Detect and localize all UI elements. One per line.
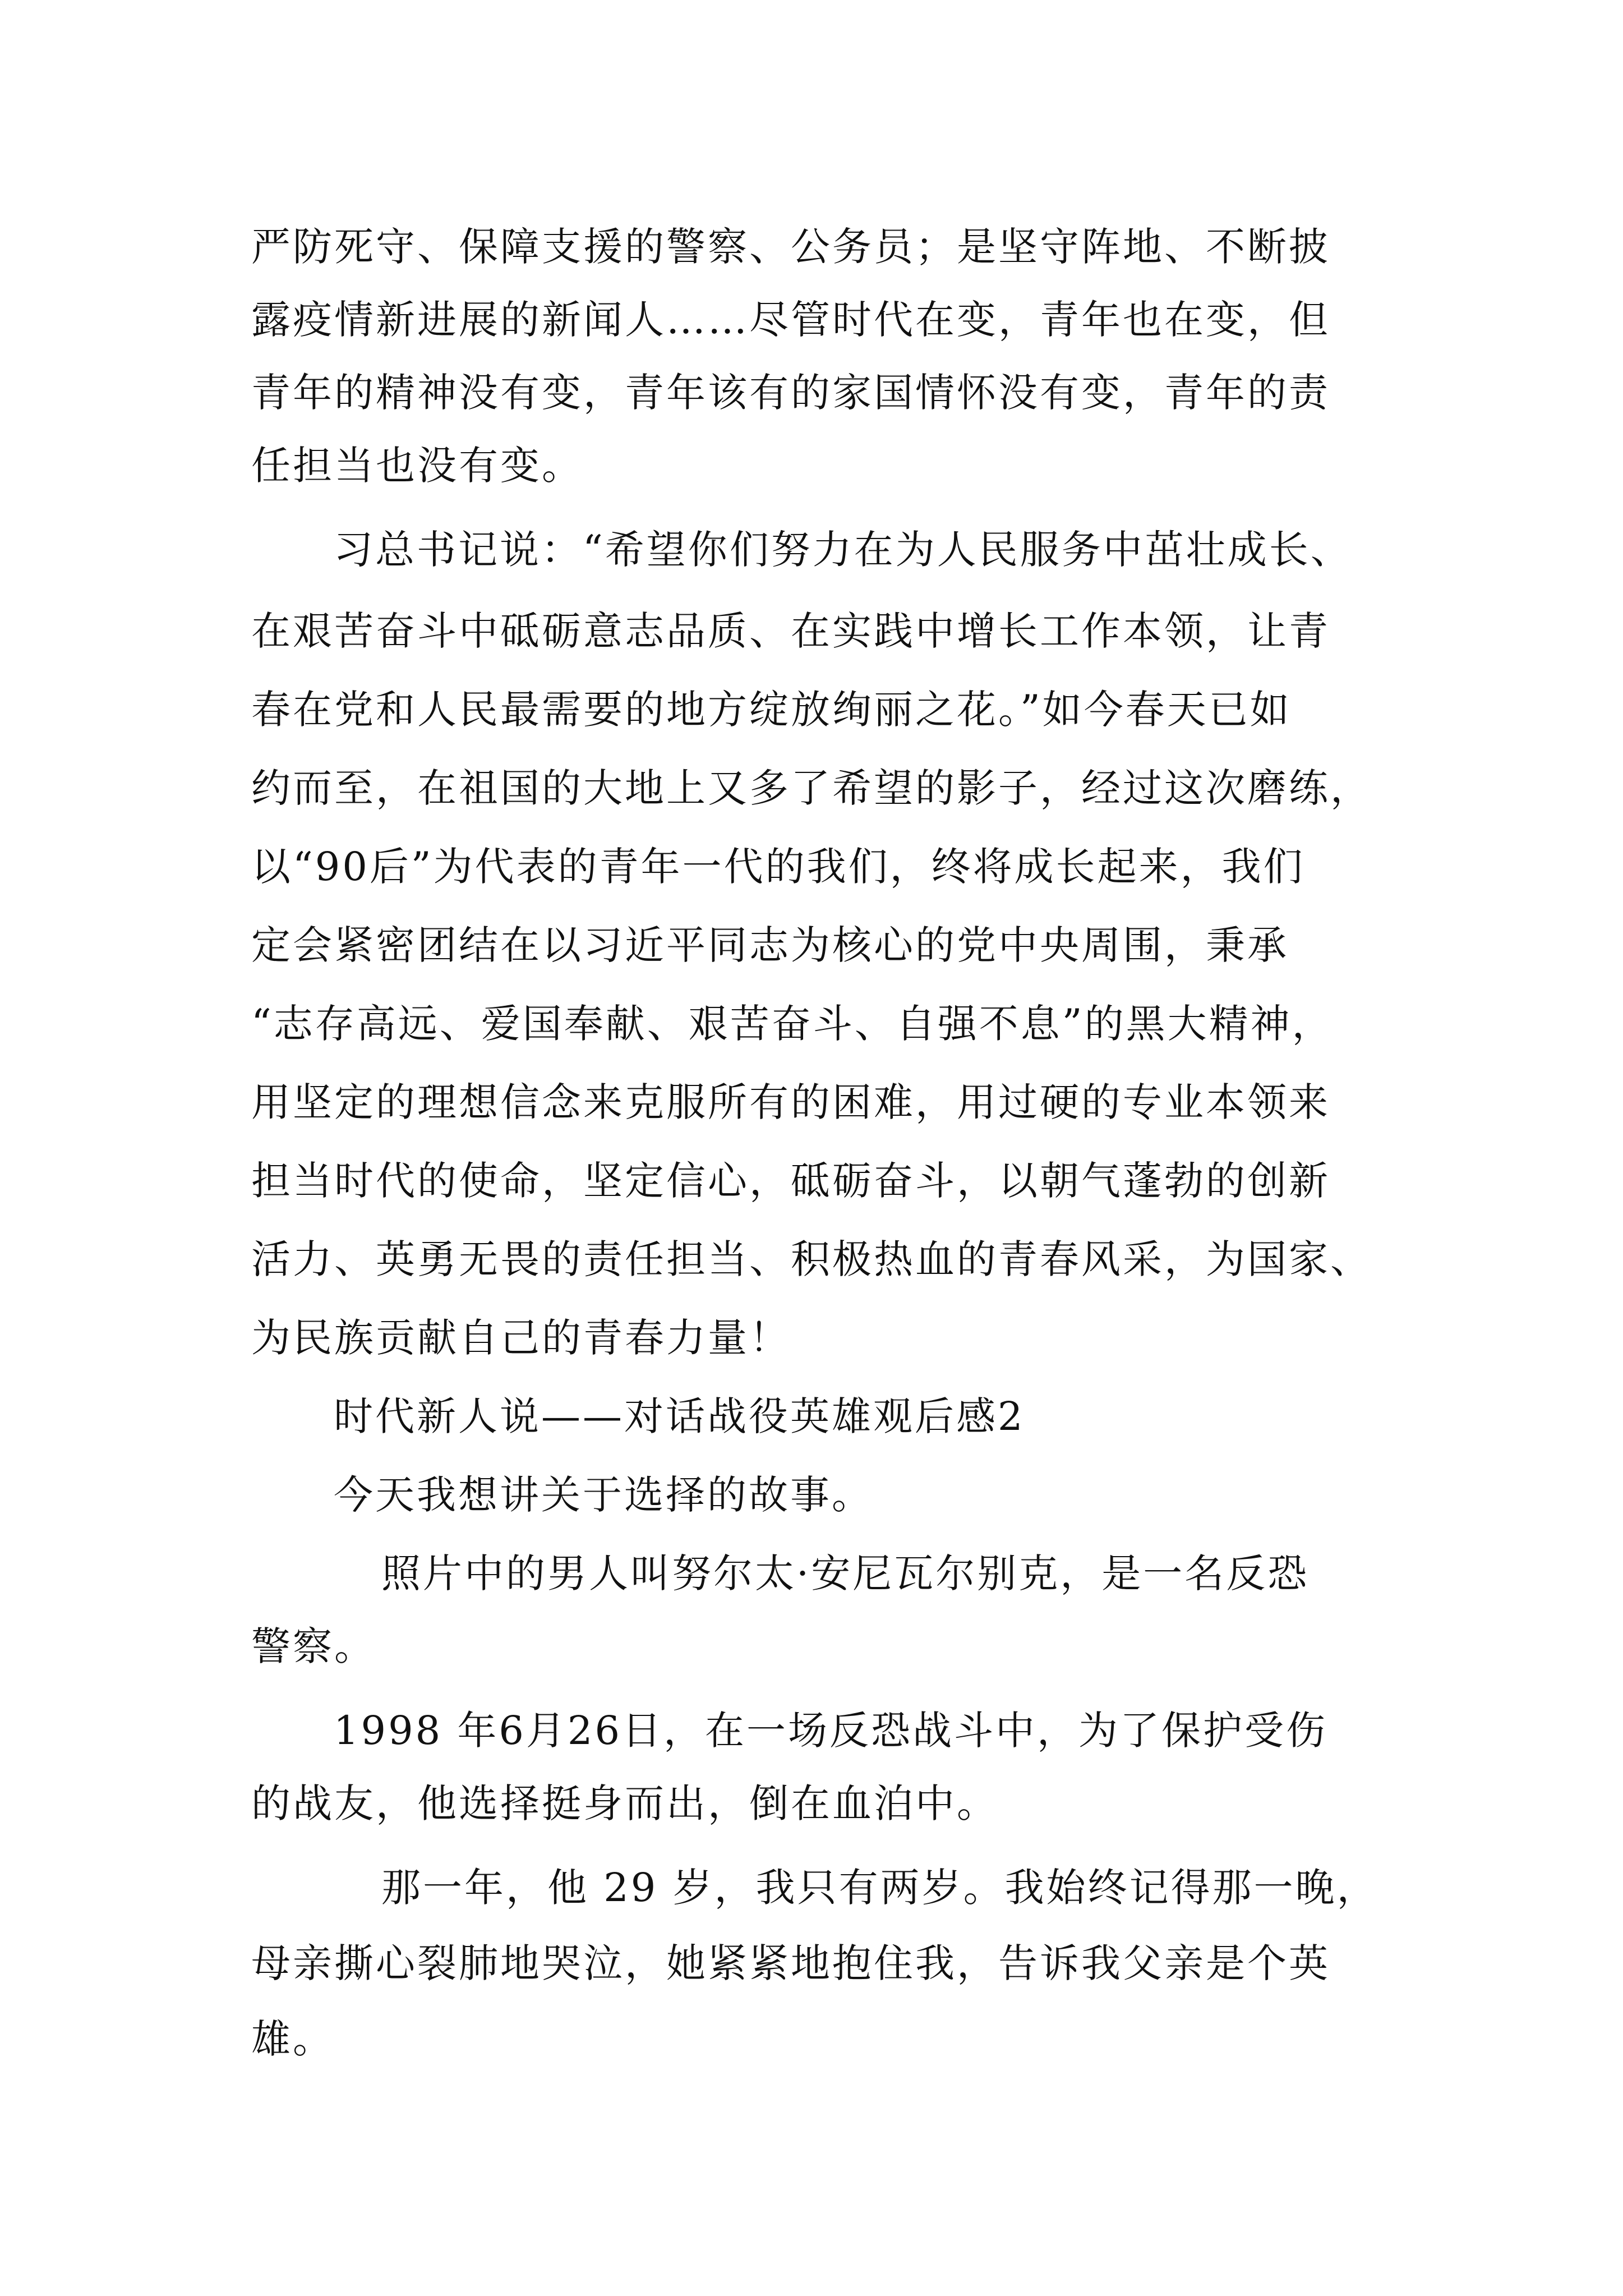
paragraph-line: 严防死守、保障支援的警察、公务员；是坚守阵地、不断披 [251,224,1330,270]
paragraph-line: 春在党和人民最需要的地方绽放绚丽之花。”如今春天已如 [251,687,1292,733]
paragraph-line: 今天我想讲关于选择的故事。 [334,1472,873,1518]
paragraph-line: 警察。 [251,1623,376,1669]
paragraph-line: 青年的精神没有变，青年该有的家国情怀没有变，青年的责 [251,370,1330,416]
paragraph-line: 1998 年6月26日，在一场反恐战斗中，为了保护受伤 [334,1708,1328,1754]
paragraph-line: 习总书记说：“希望你们努力在为人民服务中茁壮成长、 [334,527,1352,573]
paragraph-line: 活力、英勇无畏的责任担当、积极热血的青春风采，为国家、 [251,1236,1372,1282]
paragraph-line: 雄。 [251,2016,334,2062]
paragraph-line: 的战友，他选择挺身而出，倒在血泊中。 [251,1780,998,1826]
paragraph-line: 照片中的男人叫努尔太·安尼瓦尔别克，是一名反恐 [381,1550,1310,1596]
paragraph-line: 以“90后”为代表的青年一代的我们，终将成长起来，我们 [251,844,1305,890]
paragraph-line: 约而至，在祖国的大地上又多了希望的影子，经过这次磨练， [251,765,1372,811]
paragraph-line: “志存高远、爱国奉献、艰苦奋斗、自强不息”的黑大精神， [251,1001,1334,1047]
paragraph-line: 为民族贡献自己的青春力量！ [251,1315,791,1361]
paragraph-line: 任担当也没有变。 [251,443,583,489]
section-title: 时代新人说——对话战役英雄观后感2 [334,1393,1025,1439]
paragraph-line: 用坚定的理想信念来克服所有的困难，用过硬的专业本领来 [251,1079,1330,1125]
paragraph-line: 露疫情新进展的新闻人……尽管时代在变，青年也在变，但 [251,297,1330,343]
paragraph-line: 那一年，他 29 岁，我只有两岁。我始终记得那一晚， [381,1865,1378,1911]
paragraph-line: 定会紧密团结在以习近平同志为核心的党中央周围，秉承 [251,922,1289,968]
paragraph-line: 担当时代的使命，坚定信心，砥砺奋斗，以朝气蓬勃的创新 [251,1158,1330,1204]
paragraph-line: 母亲撕心裂肺地哭泣，她紧紧地抱住我，告诉我父亲是个英 [251,1940,1330,1986]
paragraph-line: 在艰苦奋斗中砥砺意志品质、在实践中增长工作本领，让青 [251,608,1330,654]
